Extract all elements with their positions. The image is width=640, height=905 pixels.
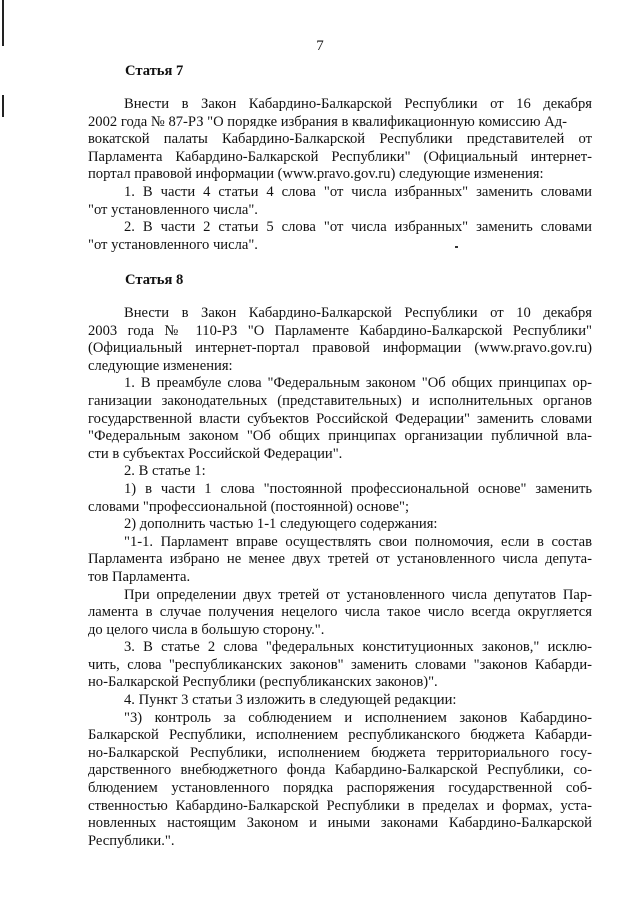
paragraph (88, 411, 592, 429)
scan-edge-mark (2, 95, 4, 117)
text-line: 1. В части 4 статьи 4 слова "от числа избранных" заменить словами (124, 183, 592, 200)
paragraph (88, 692, 592, 710)
paragraph (88, 184, 592, 202)
paragraph (88, 710, 592, 728)
text-line: (Официальный интернет-портал правовой информации (www.pravo.gov.ru) (88, 340, 592, 357)
text-line: новленных настоящим Законом и иными законами Кабардино-Балкарской (88, 815, 592, 832)
paragraph (88, 358, 592, 376)
paragraph (88, 622, 592, 640)
paragraph (88, 166, 592, 184)
text-line: 1) в части 1 слова "постоянной профессиональной основе" заменить (124, 480, 592, 497)
text-line: словами "профессиональной (постоянной) основе"; (88, 498, 410, 515)
paragraph (88, 463, 592, 481)
text-line: 2) дополнить частью 1-1 следующего содержания: (124, 516, 438, 533)
paragraph (88, 639, 592, 657)
text-line: 3. В статье 2 слова "федеральных конституционных законов," исклю- (124, 639, 592, 656)
text-line: сти в субъектах Российской Федерации". (88, 445, 343, 462)
scan-edge-mark (2, 0, 4, 46)
text-line: ламента в случае получения нецелого числа такое число всегда округляется (88, 604, 592, 621)
text-line: до целого числа в большую сторону.". (88, 621, 325, 638)
text-line: Парламента избрано не менее двух третей от установленного числа депута- (88, 551, 592, 568)
page-number: 7 (316, 38, 324, 54)
text-line: ственностью Кабардино-Балкарской Республики в пределах и формах, уста- (88, 797, 592, 814)
paragraph (88, 833, 592, 851)
text-line: "от установленного числа". (88, 236, 258, 253)
paragraph (88, 96, 592, 114)
paragraph (88, 131, 592, 149)
paragraph (88, 481, 592, 499)
paragraph (88, 534, 592, 552)
text-line: Внести в Закон Кабардино-Балкарской Республики от 16 декабря (124, 96, 592, 112)
article-7-heading: Статья 7 (125, 63, 184, 79)
text-line: 2. В части 2 статьи 5 слова "от числа избранных" заменить словами (124, 219, 592, 236)
article-8-heading: Статья 8 (125, 272, 184, 288)
text-line: "3) контроль за соблюдением и исполнением законов Кабардино- (124, 709, 592, 726)
text-line: блюдением установленного порядка распоряжения государственной соб- (88, 780, 592, 797)
text-line: 4. Пункт 3 статьи 3 изложить в следующей редакции: (124, 692, 457, 709)
text-line: дарственного внебюджетного фонда Кабардино-Балкарской Республики, со- (88, 762, 592, 779)
paragraph (88, 114, 592, 132)
text-line: тов Парламента. (88, 568, 191, 585)
paragraph (88, 446, 592, 464)
text-line: государственной власти субъектов Российской Федерации" заменить словами (88, 410, 592, 427)
text-line: Внести в Закон Кабардино-Балкарской Республики от 10 декабря (124, 305, 592, 321)
paragraph (88, 727, 592, 745)
paragraph (88, 780, 592, 798)
paragraph (88, 499, 592, 517)
paragraph (88, 149, 592, 167)
paragraph (88, 551, 592, 569)
text-line: портал правовой информации (www.pravo.gov.ru) следующие изменения: (88, 166, 544, 183)
paragraph (88, 587, 592, 605)
paragraph (88, 375, 592, 393)
paragraph (88, 340, 592, 358)
paragraph (88, 745, 592, 763)
paragraph (88, 393, 592, 411)
paragraph (88, 657, 592, 675)
text-line: 2002 года № 87-РЗ "О порядке избрания в квалификационную комиссию Ад- (88, 113, 568, 130)
paragraph (88, 762, 592, 780)
paragraph (88, 674, 592, 692)
scan-speck (455, 246, 458, 248)
text-line: 1. В преамбуле слова "Федеральным законом "Об общих принципах ор- (124, 375, 592, 392)
text-line: следующие изменения: (88, 357, 233, 374)
article-8-body (88, 305, 592, 850)
text-line: Балкарской Республики, исполнением республиканского бюджета Кабарди- (88, 727, 592, 744)
text-line: 2003 года № 110-РЗ "О Парламенте Кабардино-Балкарской Республики" (88, 322, 592, 339)
paragraph (88, 323, 592, 341)
paragraph (88, 798, 592, 816)
text-line: "Федеральным законом "Об общих принципах организации публичной вла- (88, 428, 592, 445)
paragraph (88, 516, 592, 534)
paragraph (88, 604, 592, 622)
text-line: но-Балкарской Республики, исполнением бюджета территориального госу- (88, 744, 592, 761)
text-line: Парламента Кабардино-Балкарской Республики" (Официальный интернет- (88, 148, 592, 165)
text-line: чить, слова "республиканских законов" заменить словами "законов Кабарди- (88, 656, 592, 673)
text-line: вокатской палаты Кабардино-Балкарской Республики представителей от (88, 131, 592, 148)
paragraph (88, 305, 592, 323)
paragraph (88, 428, 592, 446)
text-line: но-Балкарской Республики (республиканских законов)". (88, 674, 438, 691)
paragraph (88, 569, 592, 587)
text-line: "1-1. Парламент вправе осуществлять свои полномочия, если в состав (124, 533, 592, 550)
text-line: При определении двух третей от установленного числа депутатов Пар- (124, 586, 592, 603)
text-line: ганизации законодательных (представительных) и исполнительных органов (88, 392, 592, 409)
text-line: 2. В статье 1: (124, 463, 206, 480)
text-line: "от установленного числа". (88, 201, 258, 218)
paragraph (88, 202, 592, 220)
paragraph (88, 815, 592, 833)
article-7-body (88, 96, 592, 254)
paragraph (88, 237, 592, 255)
paragraph (88, 219, 592, 237)
text-line: Республики.". (88, 832, 175, 849)
